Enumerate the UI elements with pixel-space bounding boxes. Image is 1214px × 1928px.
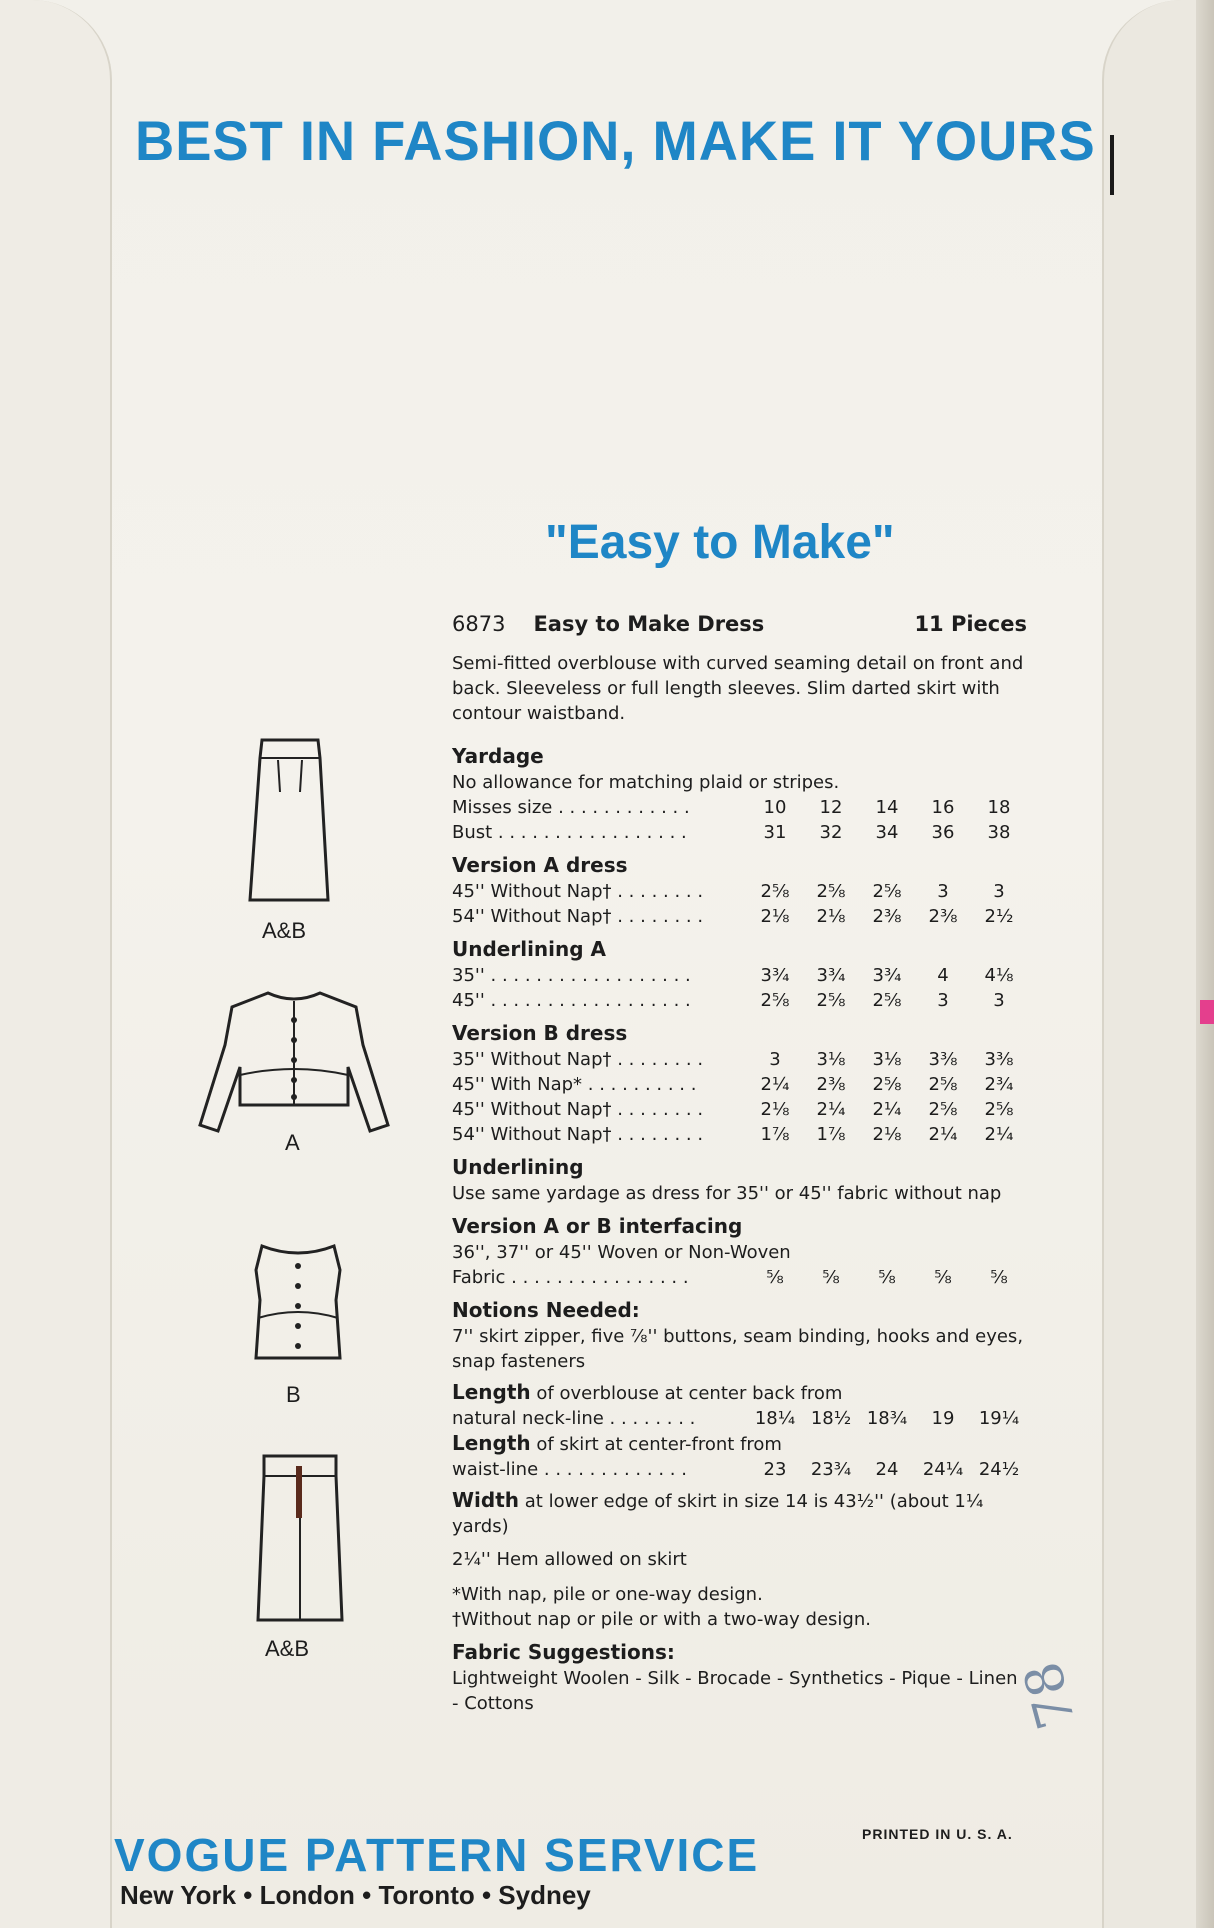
size-value: 19 <box>931 1408 955 1429</box>
vest-sketch <box>248 1240 348 1360</box>
size-value: 2¼ <box>872 1099 902 1120</box>
city-list: New York • London • Toronto • Sydney <box>120 1880 591 1910</box>
interfacing-text: 36'', 37'' or 45'' Woven or Non-Woven <box>452 1242 791 1263</box>
size-row-label: 45'' Without Nap† . . . . . . . . <box>452 881 704 902</box>
length-skirt <box>452 1431 1027 1457</box>
left-flap <box>0 0 112 1928</box>
length-skirt-table <box>452 1457 1027 1482</box>
size-value: 3¾ <box>760 965 790 986</box>
length-blouse-text: of overblouse at center back from <box>536 1383 843 1404</box>
size-value: 24¼ <box>922 1459 964 1480</box>
size-value: 2⅝ <box>872 990 902 1011</box>
size-value: 2⅜ <box>816 1074 846 1095</box>
size-value: 32 <box>819 822 843 843</box>
size-value: 3 <box>769 1049 781 1070</box>
size-value: 16 <box>931 797 955 818</box>
size-value: 2⅛ <box>816 906 846 927</box>
size-row-label: Bust . . . . . . . . . . . . . . . . . <box>452 822 687 843</box>
yardage-table <box>452 795 1027 845</box>
size-row-label: 54'' Without Nap† . . . . . . . . <box>452 906 704 927</box>
size-value: 23 <box>763 1459 787 1480</box>
size-value: 36 <box>931 822 955 843</box>
size-row-label: 54'' Without Nap† . . . . . . . . <box>452 1124 704 1145</box>
size-value: 2⅝ <box>872 1074 902 1095</box>
size-value: 2⅜ <box>872 906 902 927</box>
size-value: 2⅝ <box>816 990 846 1011</box>
size-row <box>452 795 1027 820</box>
fabric-suggestions-text: Lightweight Woolen - Silk - Brocade - Synthetics - Pique - Linen - Cottons <box>452 1668 1018 1714</box>
size-value: 2⅛ <box>760 1099 790 1120</box>
length-blouse-table <box>452 1406 1027 1431</box>
size-value: 3 <box>937 881 949 902</box>
size-row <box>452 820 1027 845</box>
size-value: 2⅝ <box>816 881 846 902</box>
size-value: 4⅛ <box>984 965 1014 986</box>
size-value: 24 <box>875 1459 899 1480</box>
page-subtitle: "Easy to Make" <box>545 516 895 569</box>
size-value: 10 <box>763 797 787 818</box>
yardage-note: No allowance for matching plaid or stripes. <box>452 772 840 793</box>
underlining-a-heading: Underlining A <box>452 937 607 961</box>
pattern-number: 6873 <box>452 612 506 636</box>
length-skirt-text: of skirt at center-front from <box>536 1434 782 1455</box>
interfacing-heading: Version A or B interfacing <box>452 1214 743 1238</box>
size-value: 2⅝ <box>928 1099 958 1120</box>
handwritten-note: 78 <box>1012 1655 1088 1735</box>
size-value: 18¾ <box>866 1408 908 1429</box>
size-row <box>452 963 1027 988</box>
size-value: 2½ <box>984 906 1014 927</box>
size-value: 23¾ <box>810 1459 852 1480</box>
size-value: 3⅜ <box>928 1049 958 1070</box>
size-row-label: natural neck-line . . . . . . . . <box>452 1408 696 1429</box>
size-value: 2⅝ <box>928 1074 958 1095</box>
size-value: 31 <box>763 822 787 843</box>
size-value: 14 <box>875 797 899 818</box>
printed-in-usa: PRINTED IN U. S. A. <box>862 1826 1013 1842</box>
pattern-name: Easy to Make Dress <box>533 612 765 636</box>
size-value: 2¼ <box>816 1099 846 1120</box>
size-row <box>452 1072 1027 1097</box>
size-value: 4 <box>937 965 949 986</box>
size-row <box>452 1406 1027 1431</box>
skirt-back-sketch <box>250 1448 350 1628</box>
size-row-label: 45'' Without Nap† . . . . . . . . <box>452 1099 704 1120</box>
length-blouse <box>452 1380 1027 1406</box>
underlining-text: Use same yardage as dress for 35'' or 45'' fabric without nap <box>452 1183 1002 1204</box>
size-value: 19¼ <box>978 1408 1020 1429</box>
length-blouse-lead: Length <box>452 1380 531 1404</box>
pink-mark <box>1200 1000 1214 1024</box>
fabric-suggestions-heading: Fabric Suggestions: <box>452 1640 675 1664</box>
size-value: 2⅝ <box>760 881 790 902</box>
pattern-header <box>452 612 1027 637</box>
size-value: 18½ <box>810 1408 852 1429</box>
skirt-front-sketch <box>240 730 340 910</box>
size-row <box>452 879 1027 904</box>
size-value: 3⅛ <box>872 1049 902 1070</box>
size-value: ⅝ <box>934 1267 952 1288</box>
size-row-label: 45'' With Nap* . . . . . . . . . . <box>452 1074 697 1095</box>
size-value: 3 <box>993 881 1005 902</box>
yardage-heading: Yardage <box>452 744 544 768</box>
size-value: 18¼ <box>754 1408 796 1429</box>
size-row <box>452 1047 1027 1072</box>
size-row <box>452 1457 1027 1482</box>
size-value: 3¾ <box>872 965 902 986</box>
size-value: 3⅛ <box>816 1049 846 1070</box>
envelope-edge <box>1196 0 1214 1928</box>
pattern-details <box>452 612 1027 1716</box>
size-row-label: waist-line . . . . . . . . . . . . . <box>452 1459 687 1480</box>
width-text: at lower edge of skirt in size 14 is 43½'' (about 1¼ yards) <box>452 1491 984 1537</box>
size-value: 2¼ <box>928 1124 958 1145</box>
edge-mark <box>1110 135 1114 195</box>
interfacing-table <box>452 1265 1027 1290</box>
size-value: ⅝ <box>766 1267 784 1288</box>
size-row-label: 35'' Without Nap† . . . . . . . . <box>452 1049 704 1070</box>
hem-info: 2¼'' Hem allowed on skirt <box>452 1549 687 1570</box>
size-row <box>452 1097 1027 1122</box>
size-value: 24½ <box>978 1459 1020 1480</box>
size-row <box>452 904 1027 929</box>
length-skirt-lead: Length <box>452 1431 531 1455</box>
size-value: 34 <box>875 822 899 843</box>
width-info <box>452 1488 1027 1539</box>
size-value: 2⅛ <box>872 1124 902 1145</box>
footnote-without-nap: †Without nap or pile or with a two-way design. <box>452 1609 871 1630</box>
version-a-heading: Version A dress <box>452 853 628 877</box>
size-row-label: Misses size . . . . . . . . . . . . <box>452 797 690 818</box>
size-value: 2¼ <box>760 1074 790 1095</box>
size-value: 3⅜ <box>984 1049 1014 1070</box>
underlining-heading: Underlining <box>452 1155 584 1179</box>
size-value: 1⅞ <box>816 1124 846 1145</box>
size-value: 2⅛ <box>760 906 790 927</box>
notions-text: 7'' skirt zipper, five ⅞'' buttons, seam binding, hooks and eyes, snap fasteners <box>452 1326 1024 1372</box>
size-value: 2⅜ <box>928 906 958 927</box>
size-value: 2⅝ <box>984 1099 1014 1120</box>
size-value: ⅝ <box>878 1267 896 1288</box>
size-row-label: 35'' . . . . . . . . . . . . . . . . . . <box>452 965 691 986</box>
size-value: 18 <box>987 797 1011 818</box>
size-row-label: Fabric . . . . . . . . . . . . . . . . <box>452 1267 689 1288</box>
size-value: 3 <box>993 990 1005 1011</box>
size-row-label: 45'' . . . . . . . . . . . . . . . . . . <box>452 990 691 1011</box>
pattern-pieces: 11 Pieces <box>914 612 1027 636</box>
page-headline: BEST IN FASHION, MAKE IT YOURS <box>135 109 1096 172</box>
skirt-front-label: A&B <box>262 918 307 943</box>
size-row <box>452 1265 1027 1290</box>
size-value: 12 <box>819 797 843 818</box>
size-value: 3 <box>937 990 949 1011</box>
size-value: ⅝ <box>990 1267 1008 1288</box>
size-value: 2¼ <box>984 1124 1014 1145</box>
vogue-brand: VOGUE PATTERN SERVICE <box>114 1829 760 1881</box>
size-value: 2⅝ <box>760 990 790 1011</box>
size-value: 38 <box>987 822 1011 843</box>
footnote-nap: *With nap, pile or one-way design. <box>452 1584 763 1605</box>
size-row <box>452 1122 1027 1147</box>
vest-label: B <box>286 1382 301 1407</box>
version-b-table <box>452 1047 1027 1147</box>
jacket-label: A <box>285 1130 300 1155</box>
size-value: 2⅝ <box>872 881 902 902</box>
size-value: 1⅞ <box>760 1124 790 1145</box>
pattern-description: Semi-fitted overblouse with curved seaming detail on front and back. Sleeveless or full length sleeves. Slim darted skirt with contour waistband. <box>452 653 1024 724</box>
size-row <box>452 988 1027 1013</box>
version-a-table <box>452 879 1027 929</box>
notions-heading: Notions Needed: <box>452 1298 640 1322</box>
underlining-a-table <box>452 963 1027 1013</box>
size-value: 2¾ <box>984 1074 1014 1095</box>
skirt-back-label: A&B <box>265 1636 310 1661</box>
version-b-heading: Version B dress <box>452 1021 628 1045</box>
jacket-sketch <box>198 985 390 1135</box>
size-value: ⅝ <box>822 1267 840 1288</box>
size-value: 3¾ <box>816 965 846 986</box>
width-lead: Width <box>452 1488 520 1512</box>
